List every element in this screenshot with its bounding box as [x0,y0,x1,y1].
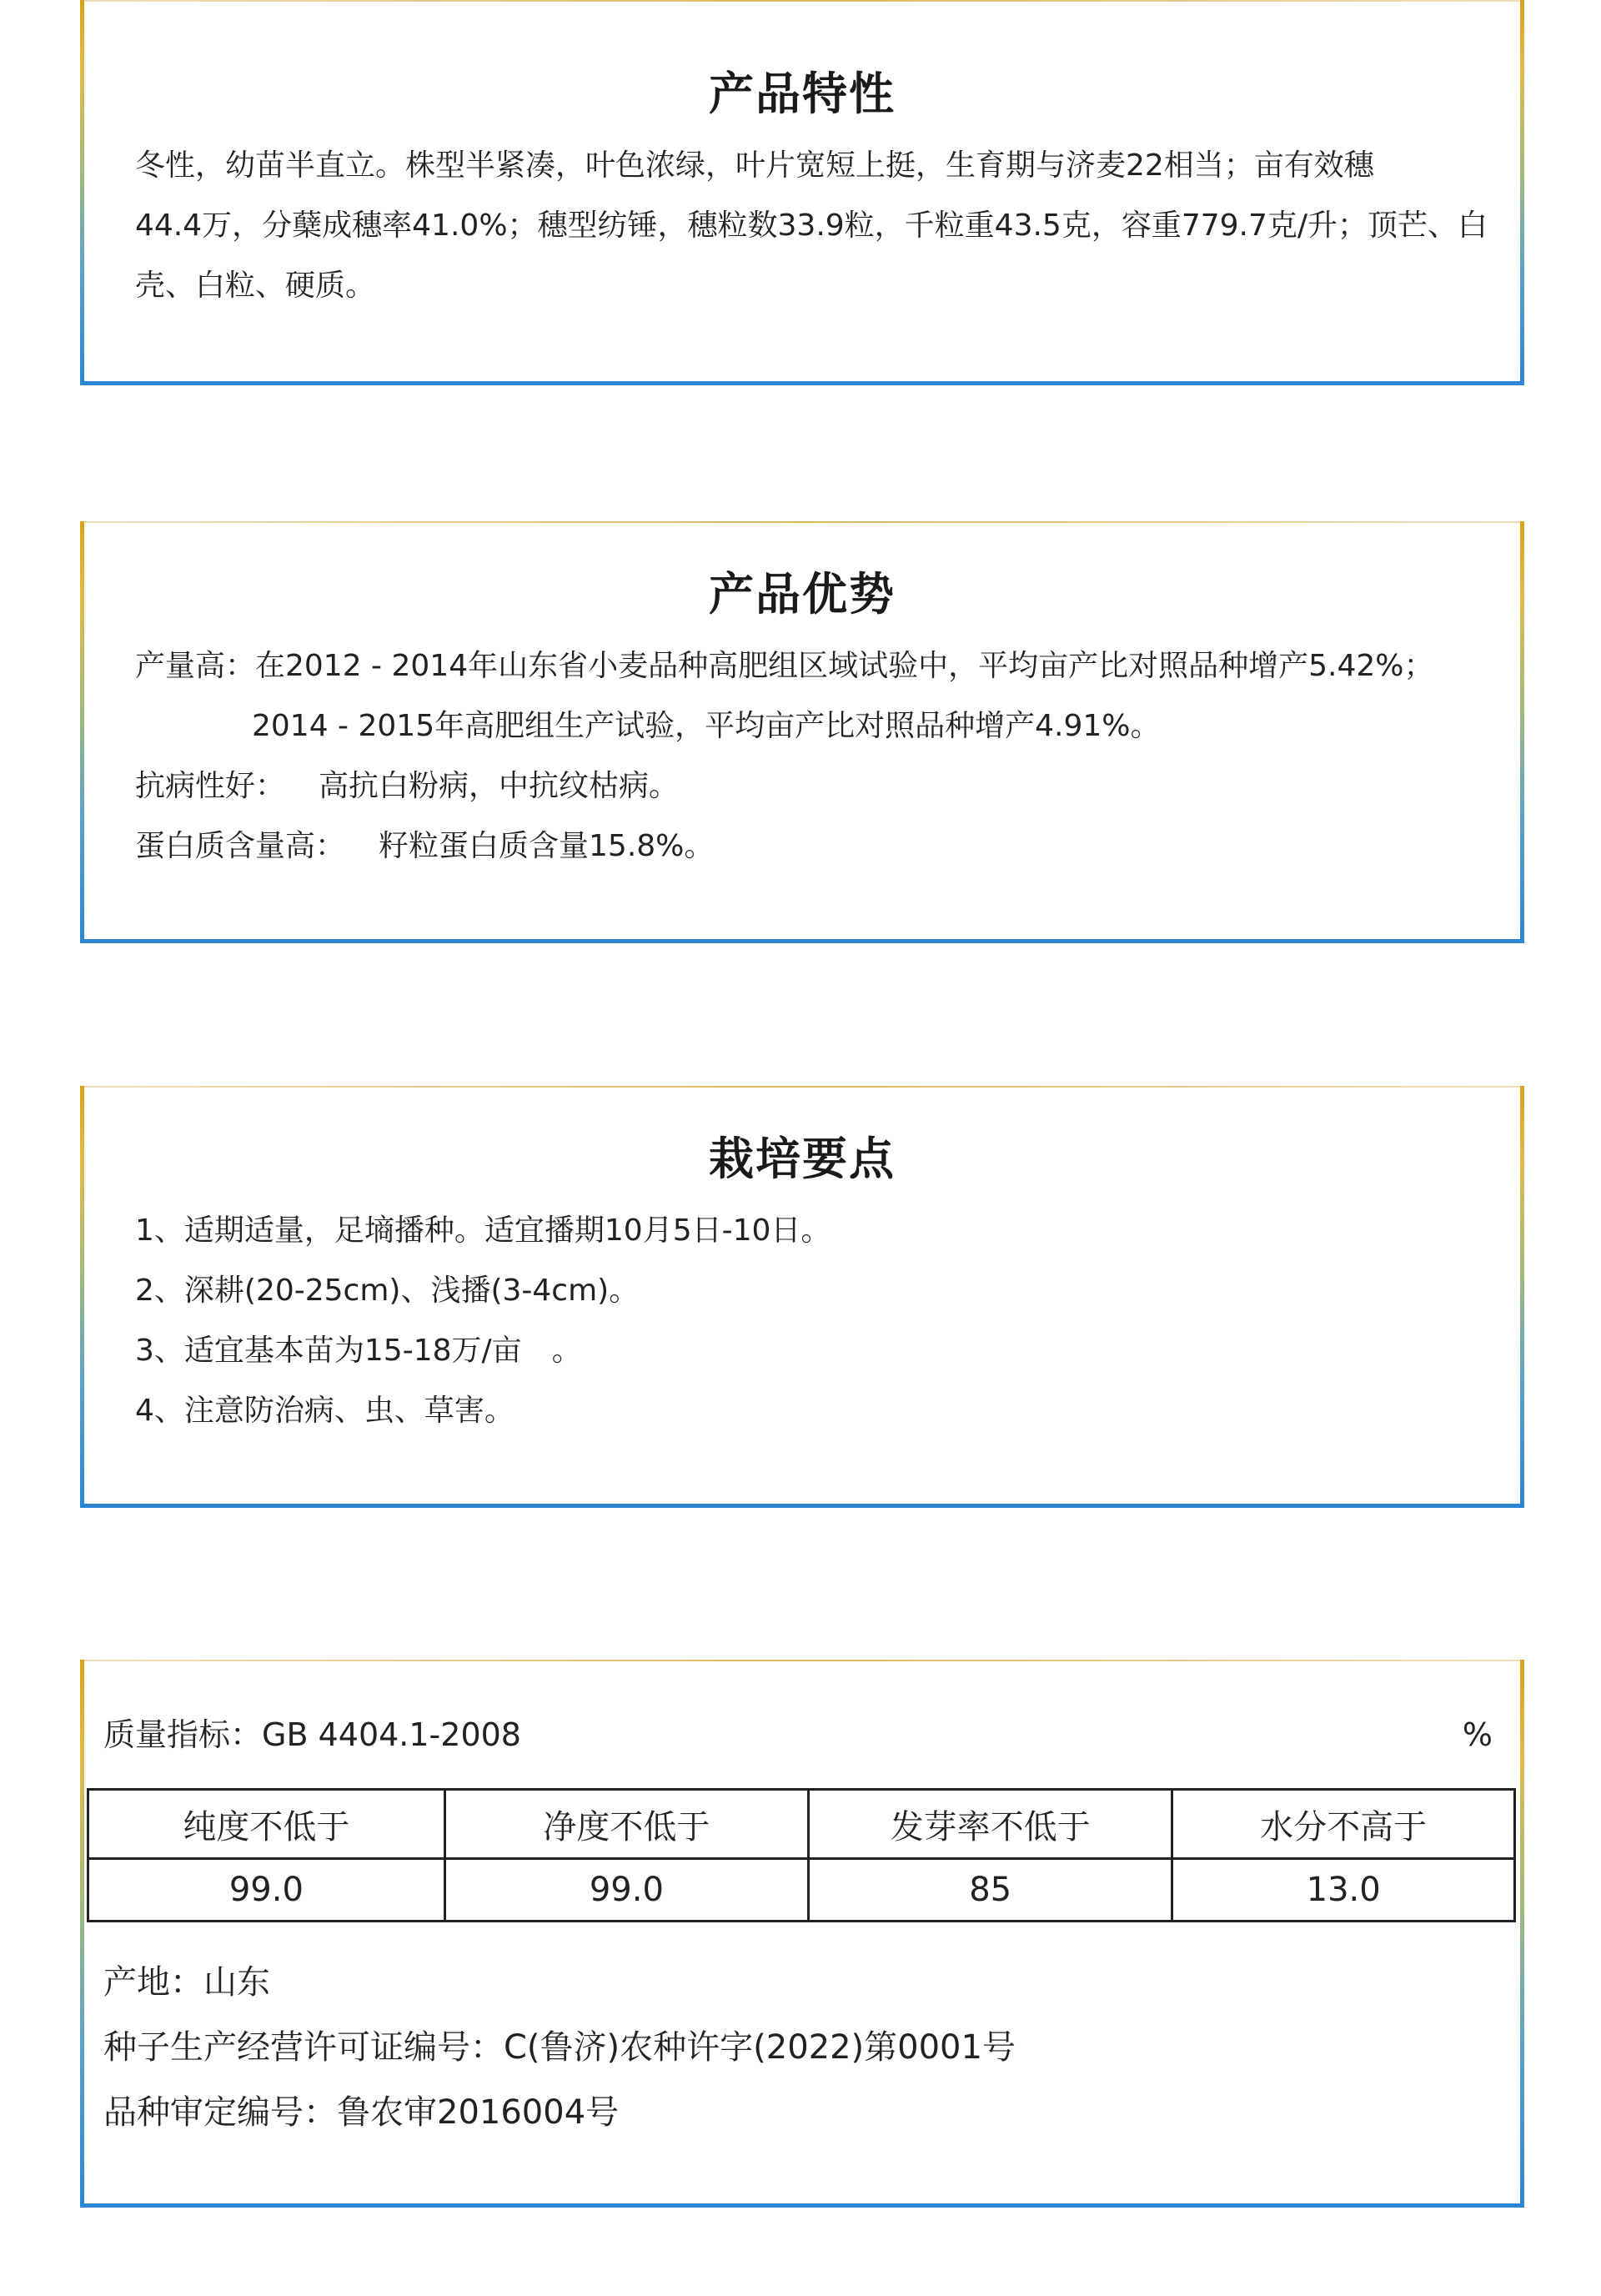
cultivation-points-panel [80,1086,1524,1508]
features-line: 壳、白粒、硬质。 [135,269,376,303]
protein-label: 蛋白质含量高： [135,829,346,863]
cleanliness-header: 净度不低于 [444,1790,808,1859]
germination-value: 85 [809,1859,1172,1922]
disease-value: 高抗白粉病，中抗纹枯病。 [319,769,680,803]
cultivation-list [135,1201,1469,1441]
origin-line: 产地：山东 [103,1963,270,2002]
features-line: 44.4万，分蘖成穗率41.0%；穗型纺锤，穗粒数33.9粒，千粒重43.5克，容重779.7克/升；顶芒、白 [135,208,1488,243]
germination-header: 发芽率不低于 [809,1790,1172,1859]
moisture-value: 13.0 [1172,1859,1515,1922]
yield-line-1: 产量高：在2012 - 2014年山东省小麦品种高肥组区域试验中，平均亩产比对照品种增产5.42%； [135,649,1434,683]
advantages-title: 产品优势 [709,568,896,620]
list-item: 4、注意防治病、虫、草害。 [135,1394,514,1428]
cultivation-title: 栽培要点 [709,1133,896,1185]
panel-right-border [1520,1660,1524,2208]
table-header-row [88,1790,1515,1859]
features-text [135,136,1488,316]
product-advantages-panel [80,521,1524,943]
quality-unit: % [1462,1716,1493,1753]
protein-value: 籽粒蛋白质含量15.8%。 [379,829,715,863]
features-line: 冬性，幼苗半直立。株型半紧凑，叶色浓绿，叶片宽短上挺，生育期与济麦22相当；亩有效穗 [135,148,1374,183]
features-title: 产品特性 [709,68,896,120]
yield-line-2: 2014 - 2015年高肥组生产试验，平均亩产比对照品种增产4.91%。 [252,709,1161,743]
quality-panel [80,1660,1524,2208]
license-line: 种子生产经营许可证编号：C(鲁济)农种许字(2022)第0001号 [103,2028,1016,2067]
disease-resistance-line [135,756,1469,816]
list-item: 2、深耕(20-25cm)、浅播(3-4cm)。 [135,1274,640,1308]
list-item: 1、适期适量，足墒播种。适宜播期10月5日-10日。 [135,1213,831,1248]
protein-line [135,816,1469,877]
product-features-panel [80,0,1524,385]
quality-heading [103,1710,1501,1760]
product-info [103,1950,1016,2145]
quality-table [87,1788,1516,1922]
moisture-header: 水分不高于 [1172,1790,1515,1859]
list-item: 3、适宜基本苗为15-18万/亩 。 [135,1334,582,1368]
quality-standard: 质量指标：GB 4404.1-2008 [103,1716,521,1753]
panel-left-border [80,1660,84,2208]
cleanliness-value: 99.0 [444,1859,808,1922]
advantages-text [135,636,1469,877]
purity-value: 99.0 [88,1859,445,1922]
purity-header: 纯度不低于 [88,1790,445,1859]
table-row [88,1859,1515,1922]
approval-line: 品种审定编号：鲁农审2016004号 [103,2093,620,2132]
disease-label: 抗病性好： [135,769,286,803]
